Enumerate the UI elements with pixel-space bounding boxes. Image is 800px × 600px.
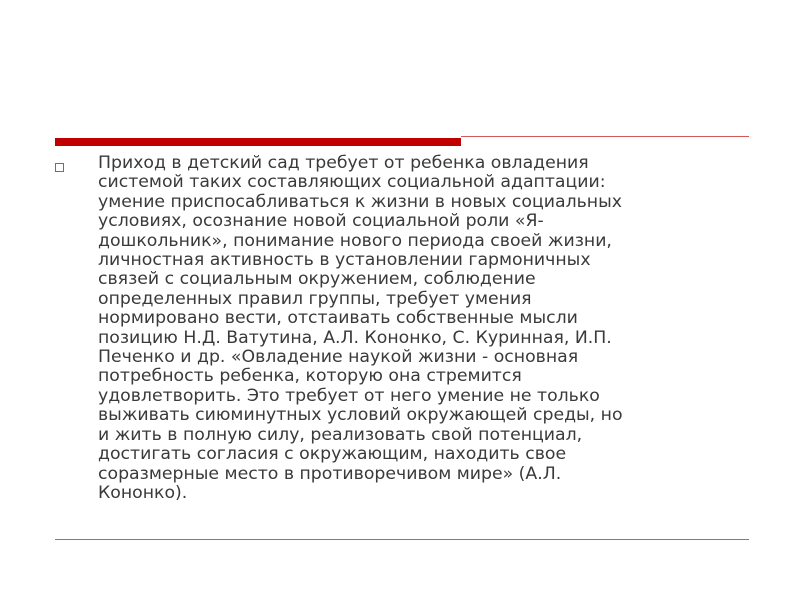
body-paragraph: Приход в детский сад требует от ребенка овладения системой таких составляющих социальной адаптации: умение приспосабливаться к жизни в новых социальных условиях, осознание новой социальной роли «Я- дошкольник», понимание нового периода своей жизни, личностная активность в установлении гармоничных связей с социальным окружением, соблюдение определенных правил группы, требует умения нормировано вести, отстаивать собственные мысли позицию Н.Д. Ватутина, А.Л. Кононко, С. Куринная, И.П. Печенко и др. «Овладение наукой жизни - основная потребность ребенка, которую она стремится удовлетворить. Это требует от него умение не только выживать сиюминутных условий окружающей среды, но и жить в полную силу, реализовать свой потенциал, достигать согласия с окружающим, находить свое соразмерные место в противоречивом мире» (А.Л. Кононко).: [98, 153, 623, 503]
top-accent-bar: [55, 138, 461, 146]
square-bullet-icon: [55, 163, 64, 172]
top-divider-line: [461, 136, 749, 137]
bottom-divider-line: [55, 539, 749, 540]
